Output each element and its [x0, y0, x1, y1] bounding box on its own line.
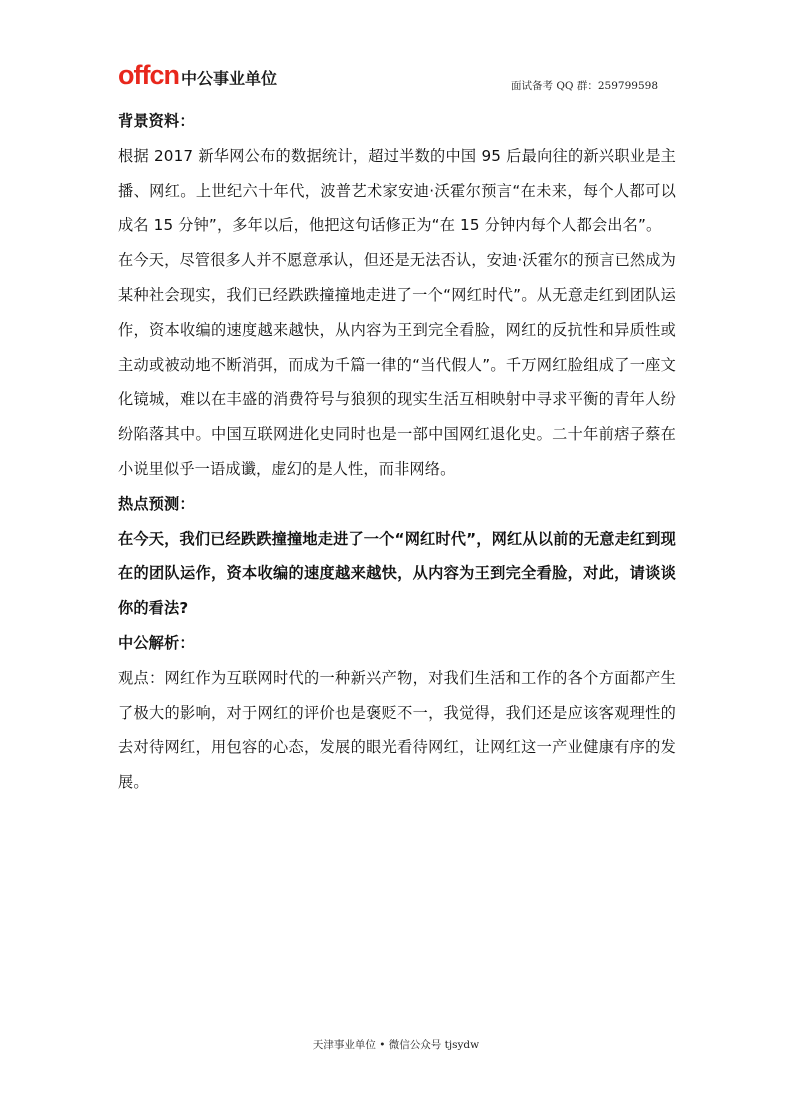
background-paragraph-2: 在今天，尽管很多人并不愿意承认，但还是无法否认，安迪·沃霍尔的预言已然成为某种社会现实，我们已经跌跌撞撞地走进了一个“网红时代”。从无意走红到团队运作，资本收编的速度越来越快，从内容为王到完全看脸，网红的反抗性和异质性或主动或被动地不断消弭，而成为千篇一律的“当代假人”。千万网红脸组成了一座文化镜城，难以在丰盛的消费符号与狼狈的现实生活互相映射中寻求平衡的青年人纷纷陷落其中。中国互联网进化史同时也是一部中国网红退化史。二十年前痞子蔡在小说里似乎一语成谶，虚幻的是人性，而非网络。 — [118, 251, 676, 478]
document-body — [118, 104, 676, 800]
offcn-logo — [118, 60, 277, 94]
qq-group-info: 面试备考 QQ 群：259799598 — [510, 80, 658, 92]
forecast-heading: 热点预测： — [118, 494, 195, 513]
analysis-paragraph: 观点：网红作为互联网时代的一种新兴产物，对我们生活和工作的各个方面都产生了极大的影响，对于网红的评价也是褒贬不一，我觉得，我们还是应该客观理性的去对待网红，用包容的心态，发展的眼光看待网红，让网红这一产业健康有序的发展。 — [118, 668, 676, 792]
background-heading: 背景资料： — [118, 112, 195, 130]
background-paragraph-1: 根据 2017 新华网公布的数据统计，超过半数的中国 95 后最向往的新兴职业是主播、网红。上世纪六十年代，波普艺术家安迪·沃霍尔预言“在未来，每个人都可以成名 15 分钟”，多年以后，他把这句话修正为“在 15 分钟内每个人都会出名”。 — [118, 146, 676, 235]
logo-wordmark: offcn — [118, 60, 179, 90]
forecast-question: 在今天，我们已经跌跌撞撞地走进了一个“网红时代”，网红从以前的无意走红到现在的团队运作，资本收编的速度越来越快，从内容为王到完全看脸，对此，请谈谈你的看法? — [118, 529, 676, 618]
page-header — [118, 60, 678, 94]
logo-chinese-name: 中公事业单位 — [180, 69, 277, 88]
page-footer: 天津事业单位 • 微信公众号 tjsydw — [312, 1039, 480, 1051]
analysis-heading: 中公解析： — [118, 633, 195, 652]
